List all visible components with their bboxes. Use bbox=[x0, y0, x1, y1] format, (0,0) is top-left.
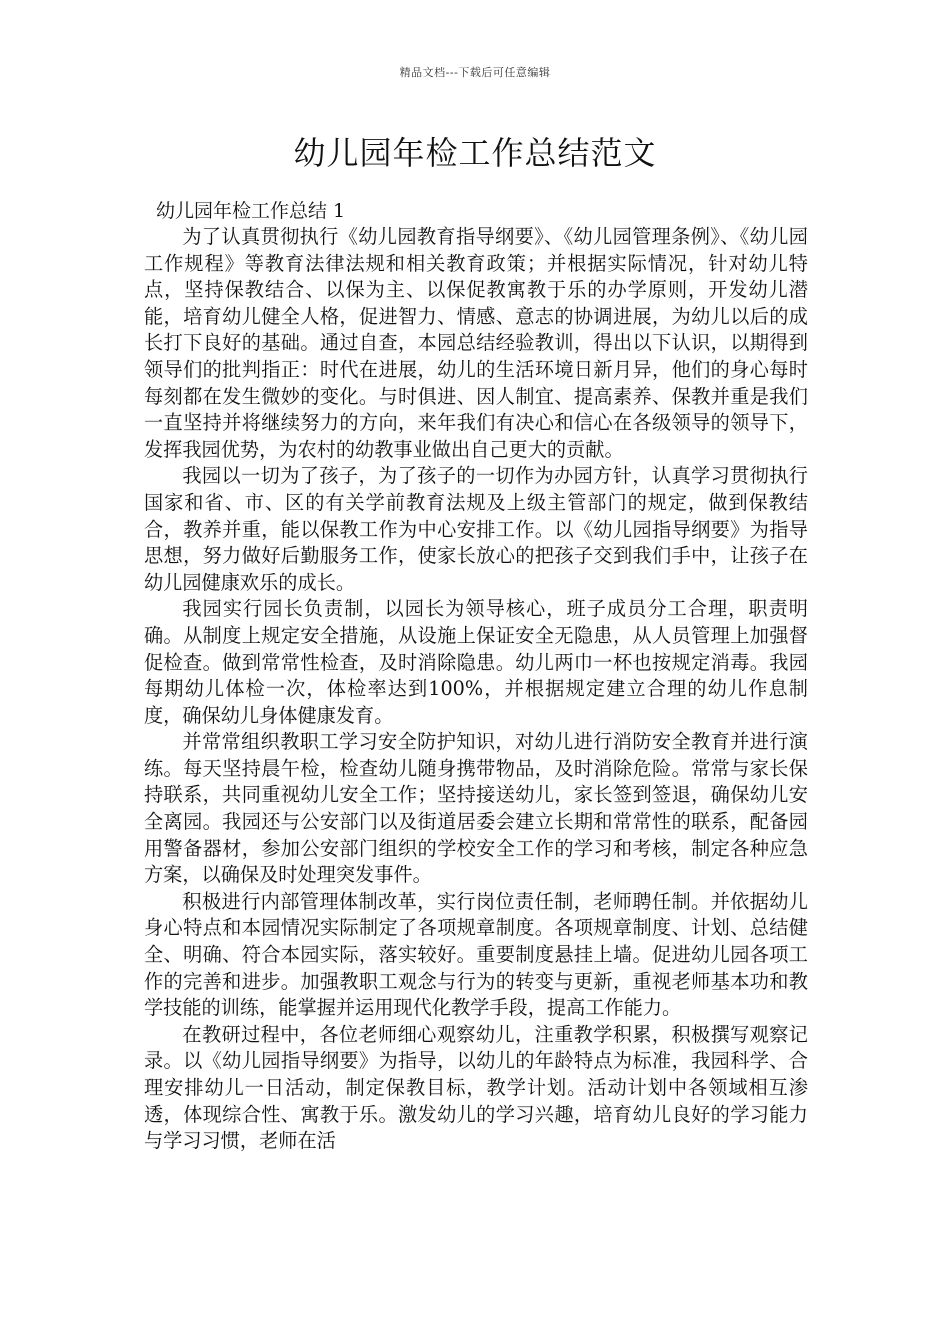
paragraph-5: 积极进行内部管理体制改革，实行岗位责任制，老师聘任制。并依据幼儿身心特点和本园情况实际制定了各项规章制度。各项规章制度、计划、总结健全、明确、符合本园实际，落实较好。重要制度悬挂上墙。促进幼儿园各项工作的完善和进步。加强教职工观念与行为的转变与更新，重视老师基本功和教学技能的训练，能掌握并运用现代化教学手段，提高工作能力。 bbox=[144, 889, 808, 1020]
paragraph-6: 在教研过程中，各位老师细心观察幼儿，注重教学积累，积极撰写观察记录。以《幼儿园指导纲要》为指导，以幼儿的年龄特点为标准，我园科学、合理安排幼儿一日活动，制定保教目标，教学计划。活动计划中各领域相互渗透，体现综合性、寓教于乐。激发幼儿的学习兴趣，培育幼儿良好的学习能力与学习习惯，老师在活 bbox=[144, 1022, 808, 1153]
paragraph-3: 我园实行园长负责制，以园长为领导核心，班子成员分工合理，职责明确。从制度上规定安全措施，从设施上保证安全无隐患，从人员管理上加强督促检查。做到常常性检查，及时消除隐患。幼儿两巾一杯也按规定消毒。我园每期幼儿体检一次，体检率达到100%，并根据规定建立合理的幼儿作息制度，确保幼儿身体健康发育。 bbox=[144, 597, 808, 727]
document-title: 幼儿园年检工作总结范文 bbox=[293, 134, 657, 172]
document-body bbox=[144, 198, 808, 1155]
page-header: 精品文档---下载后可任意编辑 bbox=[399, 66, 551, 79]
paragraph-4: 并常常组织教职工学习安全防护知识，对幼儿进行消防安全教育并进行演练。每天坚持晨午检，检查幼儿随身携带物品，及时消除危险。常常与家长保持联系，共同重视幼儿安全工作；坚持接送幼儿，家长签到签退，确保幼儿安全离园。我园还与公安部门以及街道居委会建立长期和常常性的联系，配备园用警备器材，参加公安部门组织的学校安全工作的学习和考核，制定各种应急方案，以确保及时处理突发事件。 bbox=[144, 730, 808, 887]
section-heading: 幼儿园年检工作总结 1 bbox=[156, 200, 346, 222]
paragraph-1: 为了认真贯彻执行《幼儿园教育指导纲要》、《幼儿园管理条例》、《幼儿园工作规程》等教育法律法规和相关教育政策；并根据实际情况，针对幼儿特点，坚持保教结合、以保为主、以保促教寓教于乐的办学原则，开发幼儿潜能，培育幼儿健全人格，促进智力、情感、意志的协调进展，为幼儿以后的成长打下良好的基础。通过自查，本园总结经验教训，得出以下认识，以期得到领导们的批判指正：时代在进展，幼儿的生活环境日新月异，他们的身心每时每刻都在发生微妙的变化。与时俱进、因人制宜、提高素养、保教并重是我们一直坚持并将继续努力的方向，来年我们有决心和信心在各级领导的领导下，发挥我园优势，为农村的幼教事业做出自己更大的贡献。 bbox=[144, 225, 808, 461]
paragraph-2: 我园以一切为了孩子，为了孩子的一切作为办园方针，认真学习贯彻执行国家和省、市、区的有关学前教育法规及上级主管部门的规定，做到保教结合，教养并重，能以保教工作为中心安排工作。以《幼儿园指导纲要》为指导思想，努力做好后勤服务工作，使家长放心的把孩子交到我们手中，让孩子在幼儿园健康欢乐的成长。 bbox=[144, 464, 808, 594]
